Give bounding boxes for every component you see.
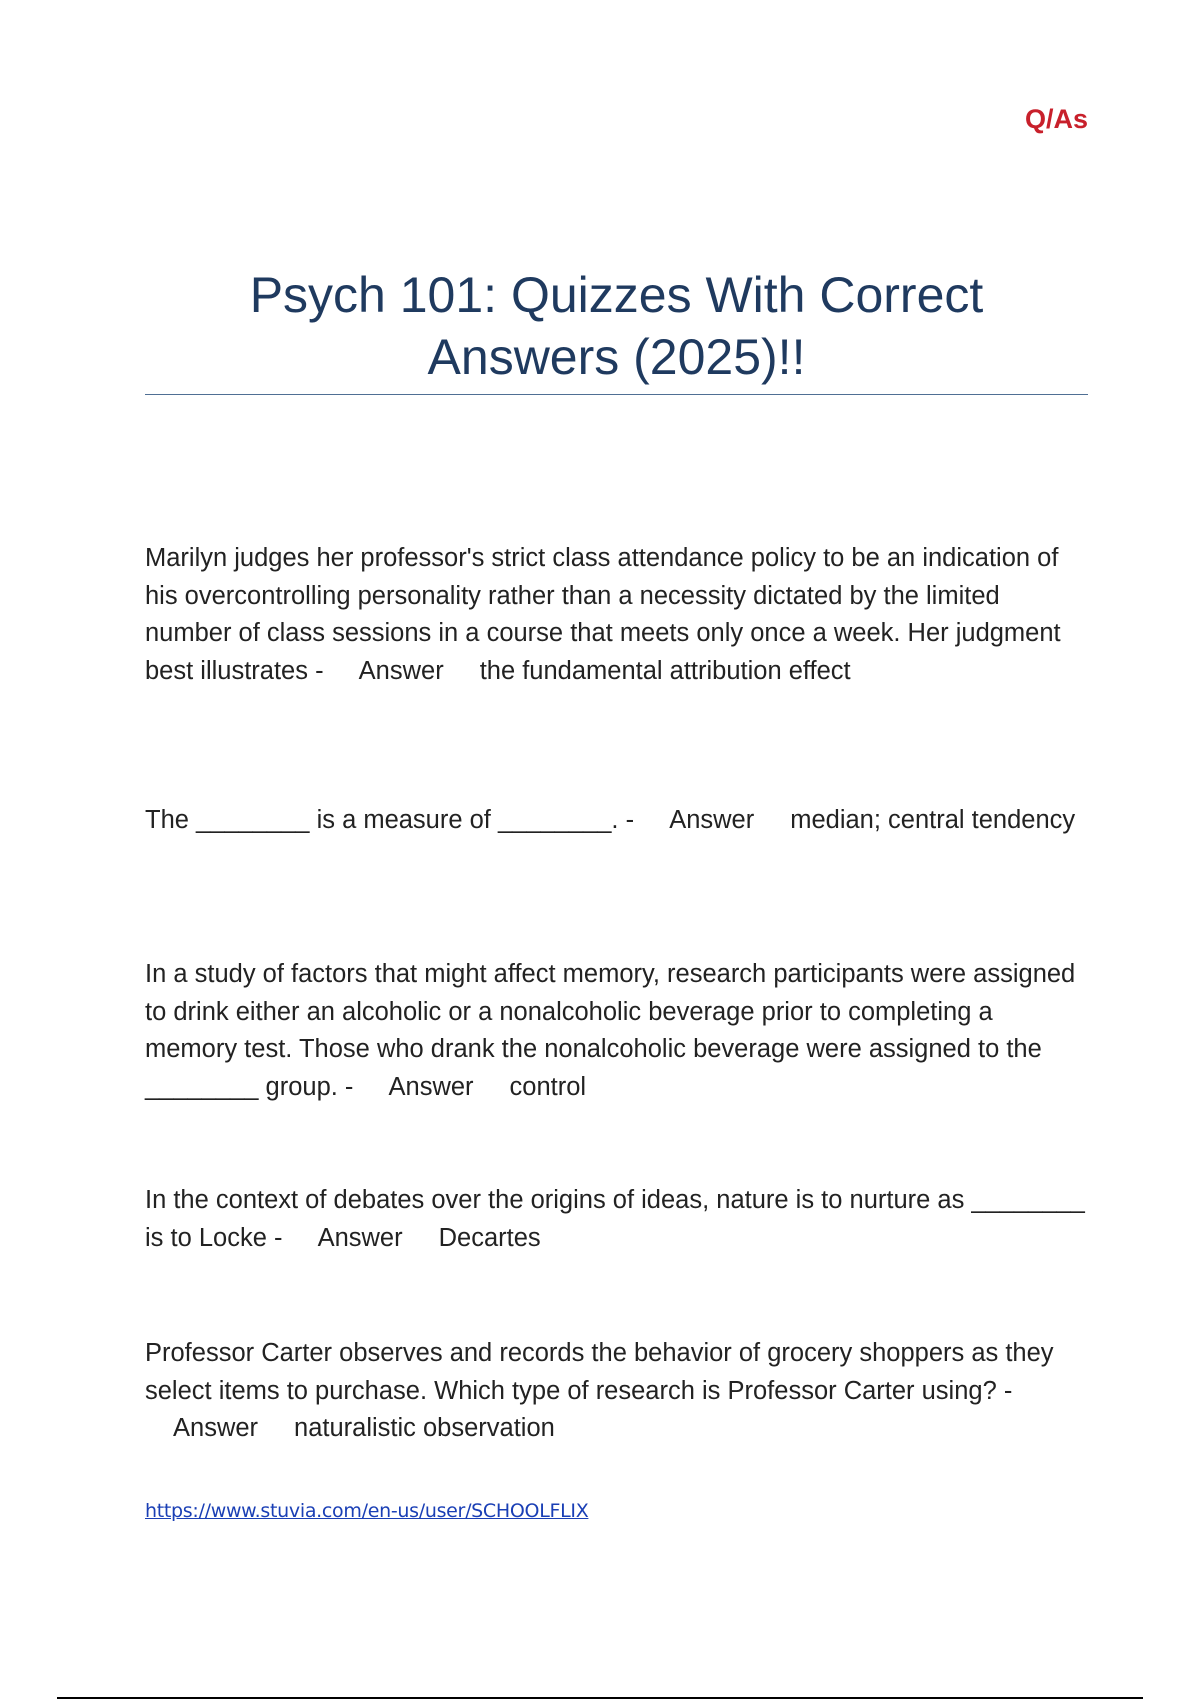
answer-text: Decartes (438, 1223, 541, 1252)
page-title (145, 264, 1088, 388)
answer-label: Answer (669, 806, 755, 834)
title-line-1: Psych 101: Quizzes With Correct (249, 267, 984, 323)
question-text: In a study of factors that might affect memory, research participants were assigned to drink either an alcoholic or a nonalcoholic beverage prior to completing a memory test. Those who drank the nonalcoholic beverage were assigned to the ________ group. - (145, 960, 1076, 1101)
qa-item (145, 1335, 1088, 1448)
answer-label: Answer (388, 1072, 474, 1101)
answer-label: Answer (317, 1223, 403, 1252)
answer-text: naturalistic observation (294, 1414, 555, 1442)
qa-item (145, 1182, 1088, 1257)
header-tag: Q/As (1024, 104, 1088, 134)
question-text: Marilyn judges her professor's strict class attendance policy to be an indication of his overcontrolling personality rather than a necessity dictated by the limited number of class sessions in a course that meets only once a week. Her judgment best illustrates - (145, 544, 1061, 685)
answer-text: control (509, 1072, 587, 1101)
qa-item (145, 956, 1088, 1106)
footer-divider (57, 1697, 1143, 1699)
stuvia-profile-link[interactable]: https://www.stuvia.com/en-us/user/SCHOOLFLIX (145, 1500, 589, 1522)
answer-text: median; central tendency (790, 806, 1076, 834)
answer-text: the fundamental attribution effect (479, 656, 851, 685)
qa-item (145, 802, 1088, 840)
answer-label: Answer (358, 656, 444, 685)
question-text: In the context of debates over the origins of ideas, nature is to nurture as ________ is to Locke - (145, 1186, 1085, 1252)
title-line-2: Answers (2025)!! (427, 329, 806, 385)
qa-item (145, 540, 1088, 690)
answer-label: Answer (173, 1414, 259, 1442)
question-text: Professor Carter observes and records the behavior of grocery shoppers as they select items to purchase. Which type of research is Professor Carter using? - (145, 1339, 1054, 1405)
title-block (145, 264, 1088, 395)
question-text: The ________ is a measure of ________. - (145, 806, 635, 834)
